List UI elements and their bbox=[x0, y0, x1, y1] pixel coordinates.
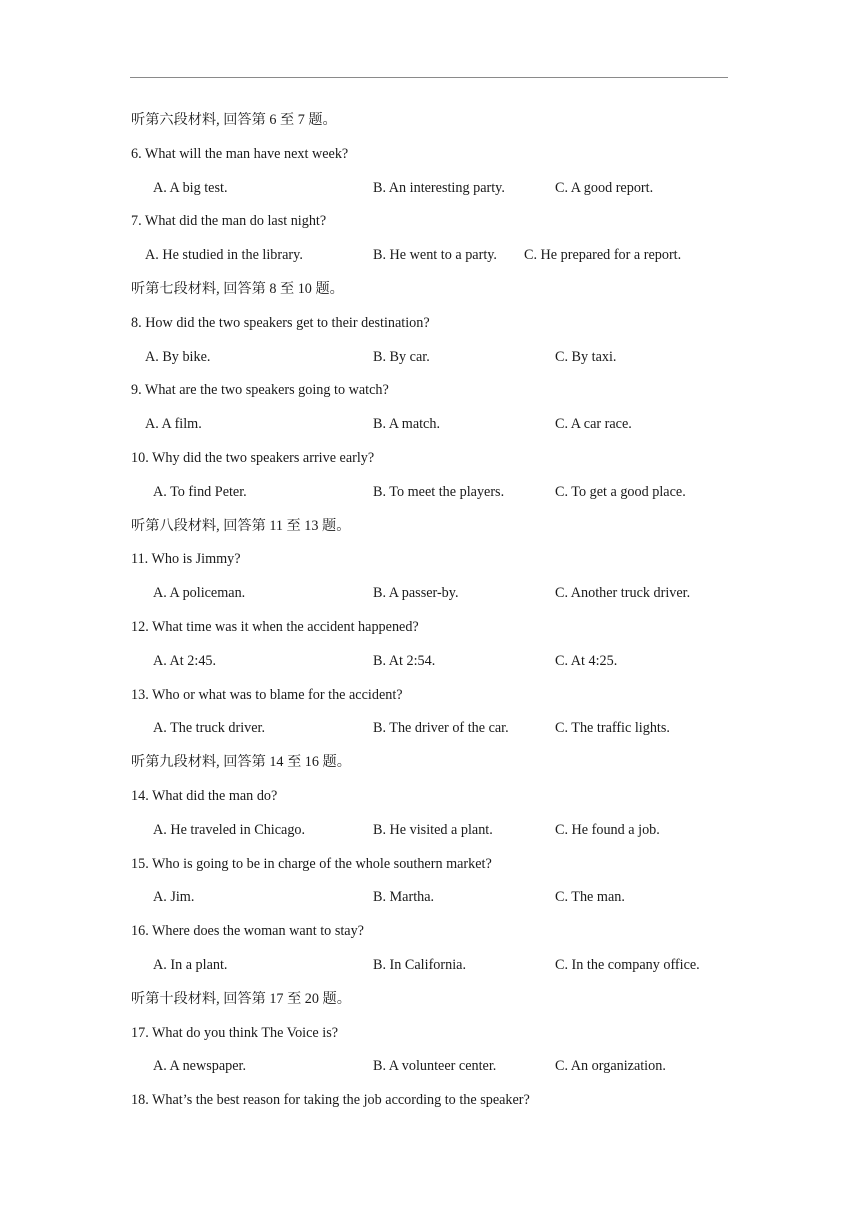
option-b: B. At 2:54. bbox=[373, 652, 436, 669]
option-a: A. A big test. bbox=[153, 179, 228, 196]
answer-options bbox=[0, 245, 860, 279]
option-b: B. He went to a party. bbox=[373, 247, 497, 264]
option-c: C. A car race. bbox=[555, 416, 632, 433]
option-c: C. To get a good place. bbox=[555, 483, 686, 500]
option-c: C. A good report. bbox=[555, 179, 654, 196]
question-text: 9. What are the two speakers going to watch? bbox=[131, 382, 389, 399]
section-instruction: 听第十段材料, 回答第 17 至 20 题。 bbox=[131, 990, 351, 1007]
option-a: A. At 2:45. bbox=[153, 652, 217, 669]
option-a: A. To find Peter. bbox=[153, 483, 247, 500]
option-a: A. He traveled in Chicago. bbox=[153, 821, 306, 838]
option-c: C. At 4:25. bbox=[555, 652, 618, 669]
option-c: C. The traffic lights. bbox=[555, 720, 670, 737]
answer-options bbox=[0, 482, 860, 516]
option-b: B. A match. bbox=[373, 416, 440, 433]
option-c: C. He found a job. bbox=[555, 821, 660, 838]
option-b: B. By car. bbox=[373, 348, 430, 365]
question-text: 14. What did the man do? bbox=[131, 787, 278, 804]
option-b: B. A passer-by. bbox=[373, 585, 459, 602]
option-c: C. The man. bbox=[555, 889, 625, 906]
question-text: 18. What’s the best reason for taking the job according to the speaker? bbox=[131, 1092, 530, 1109]
option-c: C. In the company office. bbox=[555, 956, 700, 973]
answer-options bbox=[0, 583, 860, 617]
option-a: A. A film. bbox=[145, 416, 202, 433]
answer-options bbox=[0, 955, 860, 989]
option-c: C. Another truck driver. bbox=[555, 585, 691, 602]
answer-options bbox=[0, 887, 860, 921]
question-text: 11. Who is Jimmy? bbox=[131, 551, 241, 568]
option-b: B. To meet the players. bbox=[373, 483, 505, 500]
question-text: 10. Why did the two speakers arrive early? bbox=[131, 449, 375, 466]
answer-options bbox=[0, 1056, 860, 1090]
question-text: 6. What will the man have next week? bbox=[131, 145, 349, 162]
answer-options bbox=[0, 651, 860, 685]
option-c: C. By taxi. bbox=[555, 348, 617, 365]
question-text: 8. How did the two speakers get to their destination? bbox=[131, 314, 430, 331]
option-c: C. An organization. bbox=[555, 1058, 666, 1075]
question-list bbox=[0, 110, 860, 1124]
option-a: A. The truck driver. bbox=[153, 720, 266, 737]
option-b: B. In California. bbox=[373, 956, 466, 973]
option-c: C. He prepared for a report. bbox=[524, 247, 682, 264]
question-text: 15. Who is going to be in charge of the whole southern market? bbox=[131, 855, 492, 872]
option-a: A. He studied in the library. bbox=[145, 247, 303, 264]
option-b: B. He visited a plant. bbox=[373, 821, 493, 838]
option-a: A. A newspaper. bbox=[153, 1058, 246, 1075]
question-text: 13. Who or what was to blame for the accident? bbox=[131, 686, 403, 703]
answer-options bbox=[0, 718, 860, 752]
section-instruction: 听第七段材料, 回答第 8 至 10 题。 bbox=[131, 280, 344, 297]
answer-options bbox=[0, 414, 860, 448]
question-text: 17. What do you think The Voice is? bbox=[131, 1024, 339, 1041]
section-instruction: 听第六段材料, 回答第 6 至 7 题。 bbox=[131, 112, 337, 128]
question-text: 16. Where does the woman want to stay? bbox=[131, 923, 364, 940]
option-a: A. By bike. bbox=[145, 348, 211, 365]
option-a: A. A policeman. bbox=[153, 585, 246, 602]
option-a: A. In a plant. bbox=[153, 956, 228, 973]
option-b: B. Martha. bbox=[373, 889, 435, 906]
section-instruction: 听第九段材料, 回答第 14 至 16 题。 bbox=[131, 754, 351, 771]
option-b: B. The driver of the car. bbox=[373, 720, 509, 737]
section-instruction: 听第八段材料, 回答第 11 至 13 题。 bbox=[131, 517, 351, 534]
option-b: B. An interesting party. bbox=[373, 179, 505, 196]
answer-options bbox=[0, 820, 860, 854]
question-text: 7. What did the man do last night? bbox=[131, 213, 327, 230]
option-b: B. A volunteer center. bbox=[373, 1058, 497, 1075]
header-rule bbox=[130, 77, 728, 78]
option-a: A. Jim. bbox=[153, 889, 195, 906]
answer-options bbox=[0, 178, 860, 212]
answer-options bbox=[0, 347, 860, 381]
question-text: 12. What time was it when the accident happened? bbox=[131, 618, 419, 635]
